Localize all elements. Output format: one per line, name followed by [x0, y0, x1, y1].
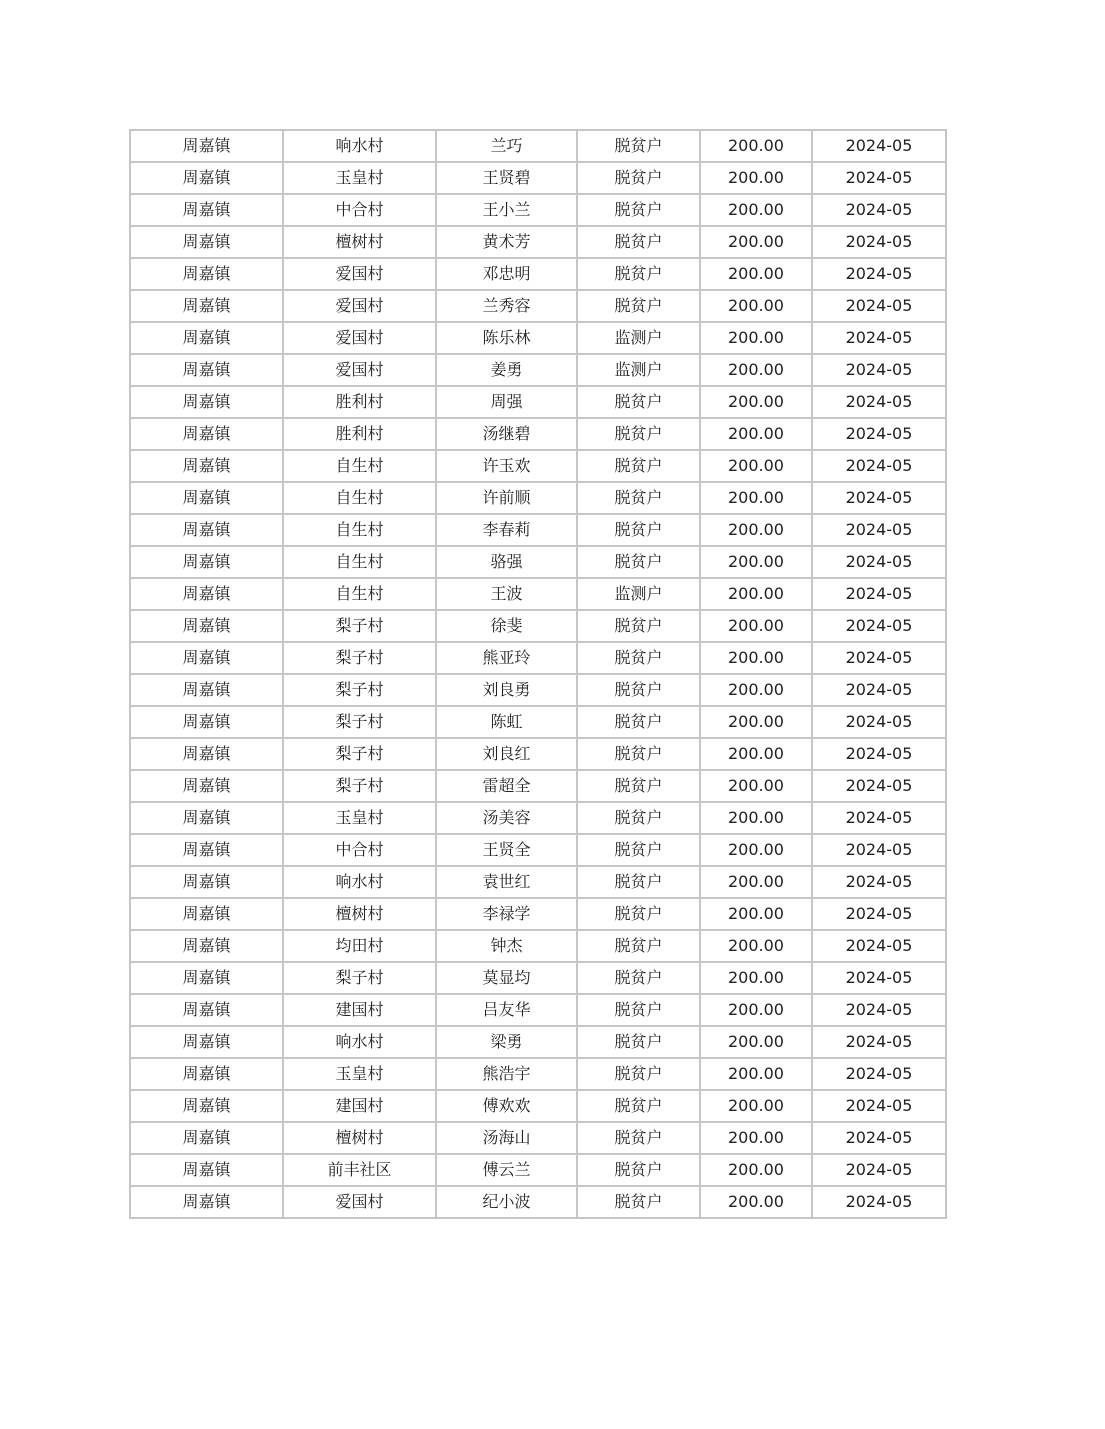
table-body [130, 130, 946, 1218]
month-cell: 2024-05 [812, 386, 946, 418]
amount-cell: 200.00 [700, 354, 812, 386]
name-cell: 梁勇 [436, 1026, 577, 1058]
village-cell: 梨子村 [283, 770, 436, 802]
town-cell: 周嘉镇 [130, 930, 283, 962]
household-type-cell: 脱贫户 [577, 674, 700, 706]
amount-cell: 200.00 [700, 450, 812, 482]
town-cell: 周嘉镇 [130, 130, 283, 162]
town-cell: 周嘉镇 [130, 450, 283, 482]
amount-cell: 200.00 [700, 610, 812, 642]
town-cell: 周嘉镇 [130, 1090, 283, 1122]
village-cell: 檀树村 [283, 898, 436, 930]
month-cell: 2024-05 [812, 834, 946, 866]
village-cell: 均田村 [283, 930, 436, 962]
amount-cell: 200.00 [700, 802, 812, 834]
month-cell: 2024-05 [812, 738, 946, 770]
household-type-cell: 监测户 [577, 354, 700, 386]
town-cell: 周嘉镇 [130, 514, 283, 546]
name-cell: 陈虹 [436, 706, 577, 738]
amount-cell: 200.00 [700, 1058, 812, 1090]
table-row [130, 1026, 946, 1058]
month-cell: 2024-05 [812, 1026, 946, 1058]
amount-cell: 200.00 [700, 1090, 812, 1122]
month-cell: 2024-05 [812, 322, 946, 354]
household-type-cell: 脱贫户 [577, 770, 700, 802]
name-cell: 汤美容 [436, 802, 577, 834]
village-cell: 玉皇村 [283, 162, 436, 194]
town-cell: 周嘉镇 [130, 1186, 283, 1218]
name-cell: 汤海山 [436, 1122, 577, 1154]
village-cell: 梨子村 [283, 738, 436, 770]
month-cell: 2024-05 [812, 866, 946, 898]
household-type-cell: 脱贫户 [577, 386, 700, 418]
amount-cell: 200.00 [700, 738, 812, 770]
village-cell: 建国村 [283, 1090, 436, 1122]
table-row [130, 386, 946, 418]
table-row [130, 354, 946, 386]
name-cell: 刘良勇 [436, 674, 577, 706]
data-table [129, 129, 947, 1219]
town-cell: 周嘉镇 [130, 642, 283, 674]
name-cell: 许前顺 [436, 482, 577, 514]
table-row [130, 674, 946, 706]
month-cell: 2024-05 [812, 450, 946, 482]
amount-cell: 200.00 [700, 1154, 812, 1186]
table-row [130, 1154, 946, 1186]
household-type-cell: 脱贫户 [577, 290, 700, 322]
household-type-cell: 脱贫户 [577, 1154, 700, 1186]
household-type-cell: 脱贫户 [577, 738, 700, 770]
town-cell: 周嘉镇 [130, 386, 283, 418]
amount-cell: 200.00 [700, 1122, 812, 1154]
name-cell: 汤继碧 [436, 418, 577, 450]
village-cell: 梨子村 [283, 642, 436, 674]
table-row [130, 802, 946, 834]
name-cell: 王小兰 [436, 194, 577, 226]
village-cell: 建国村 [283, 994, 436, 1026]
table-row [130, 162, 946, 194]
household-type-cell: 脱贫户 [577, 642, 700, 674]
town-cell: 周嘉镇 [130, 290, 283, 322]
name-cell: 李春莉 [436, 514, 577, 546]
amount-cell: 200.00 [700, 226, 812, 258]
town-cell: 周嘉镇 [130, 834, 283, 866]
village-cell: 自生村 [283, 514, 436, 546]
month-cell: 2024-05 [812, 802, 946, 834]
village-cell: 爱国村 [283, 1186, 436, 1218]
amount-cell: 200.00 [700, 674, 812, 706]
name-cell: 兰秀容 [436, 290, 577, 322]
village-cell: 胜利村 [283, 386, 436, 418]
household-type-cell: 脱贫户 [577, 994, 700, 1026]
village-cell: 中合村 [283, 834, 436, 866]
village-cell: 响水村 [283, 866, 436, 898]
household-type-cell: 脱贫户 [577, 866, 700, 898]
amount-cell: 200.00 [700, 514, 812, 546]
name-cell: 王波 [436, 578, 577, 610]
household-type-cell: 监测户 [577, 578, 700, 610]
amount-cell: 200.00 [700, 962, 812, 994]
household-type-cell: 脱贫户 [577, 1186, 700, 1218]
amount-cell: 200.00 [700, 706, 812, 738]
town-cell: 周嘉镇 [130, 418, 283, 450]
town-cell: 周嘉镇 [130, 962, 283, 994]
household-type-cell: 脱贫户 [577, 1026, 700, 1058]
amount-cell: 200.00 [700, 1026, 812, 1058]
town-cell: 周嘉镇 [130, 546, 283, 578]
village-cell: 自生村 [283, 450, 436, 482]
month-cell: 2024-05 [812, 898, 946, 930]
town-cell: 周嘉镇 [130, 994, 283, 1026]
household-type-cell: 脱贫户 [577, 482, 700, 514]
household-type-cell: 脱贫户 [577, 162, 700, 194]
town-cell: 周嘉镇 [130, 706, 283, 738]
village-cell: 自生村 [283, 482, 436, 514]
table-row [130, 866, 946, 898]
household-type-cell: 脱贫户 [577, 930, 700, 962]
village-cell: 梨子村 [283, 610, 436, 642]
table-row [130, 418, 946, 450]
table-row [130, 130, 946, 162]
amount-cell: 200.00 [700, 258, 812, 290]
month-cell: 2024-05 [812, 290, 946, 322]
month-cell: 2024-05 [812, 610, 946, 642]
name-cell: 周强 [436, 386, 577, 418]
town-cell: 周嘉镇 [130, 578, 283, 610]
month-cell: 2024-05 [812, 418, 946, 450]
month-cell: 2024-05 [812, 1186, 946, 1218]
month-cell: 2024-05 [812, 994, 946, 1026]
name-cell: 陈乐林 [436, 322, 577, 354]
amount-cell: 200.00 [700, 866, 812, 898]
name-cell: 许玉欢 [436, 450, 577, 482]
amount-cell: 200.00 [700, 386, 812, 418]
month-cell: 2024-05 [812, 1090, 946, 1122]
village-cell: 胜利村 [283, 418, 436, 450]
name-cell: 纪小波 [436, 1186, 577, 1218]
table-row [130, 1090, 946, 1122]
name-cell: 刘良红 [436, 738, 577, 770]
town-cell: 周嘉镇 [130, 482, 283, 514]
town-cell: 周嘉镇 [130, 770, 283, 802]
name-cell: 袁世红 [436, 866, 577, 898]
name-cell: 姜勇 [436, 354, 577, 386]
name-cell: 王贤碧 [436, 162, 577, 194]
month-cell: 2024-05 [812, 1154, 946, 1186]
town-cell: 周嘉镇 [130, 194, 283, 226]
town-cell: 周嘉镇 [130, 1154, 283, 1186]
town-cell: 周嘉镇 [130, 226, 283, 258]
table-row [130, 930, 946, 962]
household-type-cell: 脱贫户 [577, 130, 700, 162]
village-cell: 响水村 [283, 1026, 436, 1058]
month-cell: 2024-05 [812, 1122, 946, 1154]
table-row [130, 482, 946, 514]
household-type-cell: 脱贫户 [577, 418, 700, 450]
household-type-cell: 脱贫户 [577, 610, 700, 642]
table-row [130, 834, 946, 866]
village-cell: 自生村 [283, 578, 436, 610]
town-cell: 周嘉镇 [130, 258, 283, 290]
month-cell: 2024-05 [812, 514, 946, 546]
name-cell: 傅欢欢 [436, 1090, 577, 1122]
amount-cell: 200.00 [700, 642, 812, 674]
town-cell: 周嘉镇 [130, 1026, 283, 1058]
table-row [130, 290, 946, 322]
household-type-cell: 脱贫户 [577, 802, 700, 834]
amount-cell: 200.00 [700, 290, 812, 322]
month-cell: 2024-05 [812, 1058, 946, 1090]
table-row [130, 610, 946, 642]
village-cell: 玉皇村 [283, 802, 436, 834]
household-type-cell: 脱贫户 [577, 226, 700, 258]
table-row [130, 194, 946, 226]
table-row [130, 450, 946, 482]
name-cell: 李禄学 [436, 898, 577, 930]
town-cell: 周嘉镇 [130, 738, 283, 770]
household-type-cell: 脱贫户 [577, 962, 700, 994]
name-cell: 黄术芳 [436, 226, 577, 258]
household-type-cell: 脱贫户 [577, 1090, 700, 1122]
village-cell: 前丰社区 [283, 1154, 436, 1186]
town-cell: 周嘉镇 [130, 354, 283, 386]
household-type-cell: 脱贫户 [577, 194, 700, 226]
month-cell: 2024-05 [812, 194, 946, 226]
town-cell: 周嘉镇 [130, 322, 283, 354]
table-row [130, 322, 946, 354]
town-cell: 周嘉镇 [130, 610, 283, 642]
month-cell: 2024-05 [812, 706, 946, 738]
month-cell: 2024-05 [812, 674, 946, 706]
amount-cell: 200.00 [700, 770, 812, 802]
town-cell: 周嘉镇 [130, 1122, 283, 1154]
amount-cell: 200.00 [700, 546, 812, 578]
table-row [130, 546, 946, 578]
village-cell: 爱国村 [283, 322, 436, 354]
month-cell: 2024-05 [812, 226, 946, 258]
village-cell: 爱国村 [283, 354, 436, 386]
month-cell: 2024-05 [812, 578, 946, 610]
table-row [130, 770, 946, 802]
household-type-cell: 监测户 [577, 322, 700, 354]
month-cell: 2024-05 [812, 482, 946, 514]
month-cell: 2024-05 [812, 962, 946, 994]
month-cell: 2024-05 [812, 770, 946, 802]
household-type-cell: 脱贫户 [577, 706, 700, 738]
table-row [130, 994, 946, 1026]
amount-cell: 200.00 [700, 1186, 812, 1218]
village-cell: 梨子村 [283, 674, 436, 706]
household-type-cell: 脱贫户 [577, 1058, 700, 1090]
table-row [130, 258, 946, 290]
month-cell: 2024-05 [812, 546, 946, 578]
amount-cell: 200.00 [700, 994, 812, 1026]
household-type-cell: 脱贫户 [577, 1122, 700, 1154]
name-cell: 兰巧 [436, 130, 577, 162]
amount-cell: 200.00 [700, 482, 812, 514]
name-cell: 邓忠明 [436, 258, 577, 290]
name-cell: 徐斐 [436, 610, 577, 642]
amount-cell: 200.00 [700, 418, 812, 450]
name-cell: 熊亚玲 [436, 642, 577, 674]
table-row [130, 642, 946, 674]
village-cell: 自生村 [283, 546, 436, 578]
village-cell: 爱国村 [283, 258, 436, 290]
household-type-cell: 脱贫户 [577, 546, 700, 578]
table-row [130, 578, 946, 610]
village-cell: 响水村 [283, 130, 436, 162]
table-row [130, 738, 946, 770]
table-row [130, 898, 946, 930]
name-cell: 莫显均 [436, 962, 577, 994]
town-cell: 周嘉镇 [130, 1058, 283, 1090]
amount-cell: 200.00 [700, 930, 812, 962]
name-cell: 傅云兰 [436, 1154, 577, 1186]
amount-cell: 200.00 [700, 194, 812, 226]
month-cell: 2024-05 [812, 162, 946, 194]
household-type-cell: 脱贫户 [577, 898, 700, 930]
amount-cell: 200.00 [700, 322, 812, 354]
household-type-cell: 脱贫户 [577, 450, 700, 482]
name-cell: 吕友华 [436, 994, 577, 1026]
name-cell: 王贤全 [436, 834, 577, 866]
amount-cell: 200.00 [700, 834, 812, 866]
month-cell: 2024-05 [812, 258, 946, 290]
table-row [130, 1186, 946, 1218]
village-cell: 玉皇村 [283, 1058, 436, 1090]
village-cell: 梨子村 [283, 706, 436, 738]
town-cell: 周嘉镇 [130, 674, 283, 706]
name-cell: 骆强 [436, 546, 577, 578]
town-cell: 周嘉镇 [130, 162, 283, 194]
table-row [130, 514, 946, 546]
amount-cell: 200.00 [700, 898, 812, 930]
village-cell: 檀树村 [283, 1122, 436, 1154]
table-row [130, 1122, 946, 1154]
village-cell: 爱国村 [283, 290, 436, 322]
amount-cell: 200.00 [700, 162, 812, 194]
name-cell: 钟杰 [436, 930, 577, 962]
name-cell: 熊浩宇 [436, 1058, 577, 1090]
name-cell: 雷超全 [436, 770, 577, 802]
month-cell: 2024-05 [812, 354, 946, 386]
month-cell: 2024-05 [812, 130, 946, 162]
household-type-cell: 脱贫户 [577, 514, 700, 546]
table-row [130, 1058, 946, 1090]
month-cell: 2024-05 [812, 930, 946, 962]
amount-cell: 200.00 [700, 578, 812, 610]
household-type-cell: 脱贫户 [577, 834, 700, 866]
village-cell: 檀树村 [283, 226, 436, 258]
table-row [130, 962, 946, 994]
table-row [130, 226, 946, 258]
town-cell: 周嘉镇 [130, 898, 283, 930]
village-cell: 中合村 [283, 194, 436, 226]
table-row [130, 706, 946, 738]
month-cell: 2024-05 [812, 642, 946, 674]
household-type-cell: 脱贫户 [577, 258, 700, 290]
town-cell: 周嘉镇 [130, 802, 283, 834]
village-cell: 梨子村 [283, 962, 436, 994]
amount-cell: 200.00 [700, 130, 812, 162]
town-cell: 周嘉镇 [130, 866, 283, 898]
